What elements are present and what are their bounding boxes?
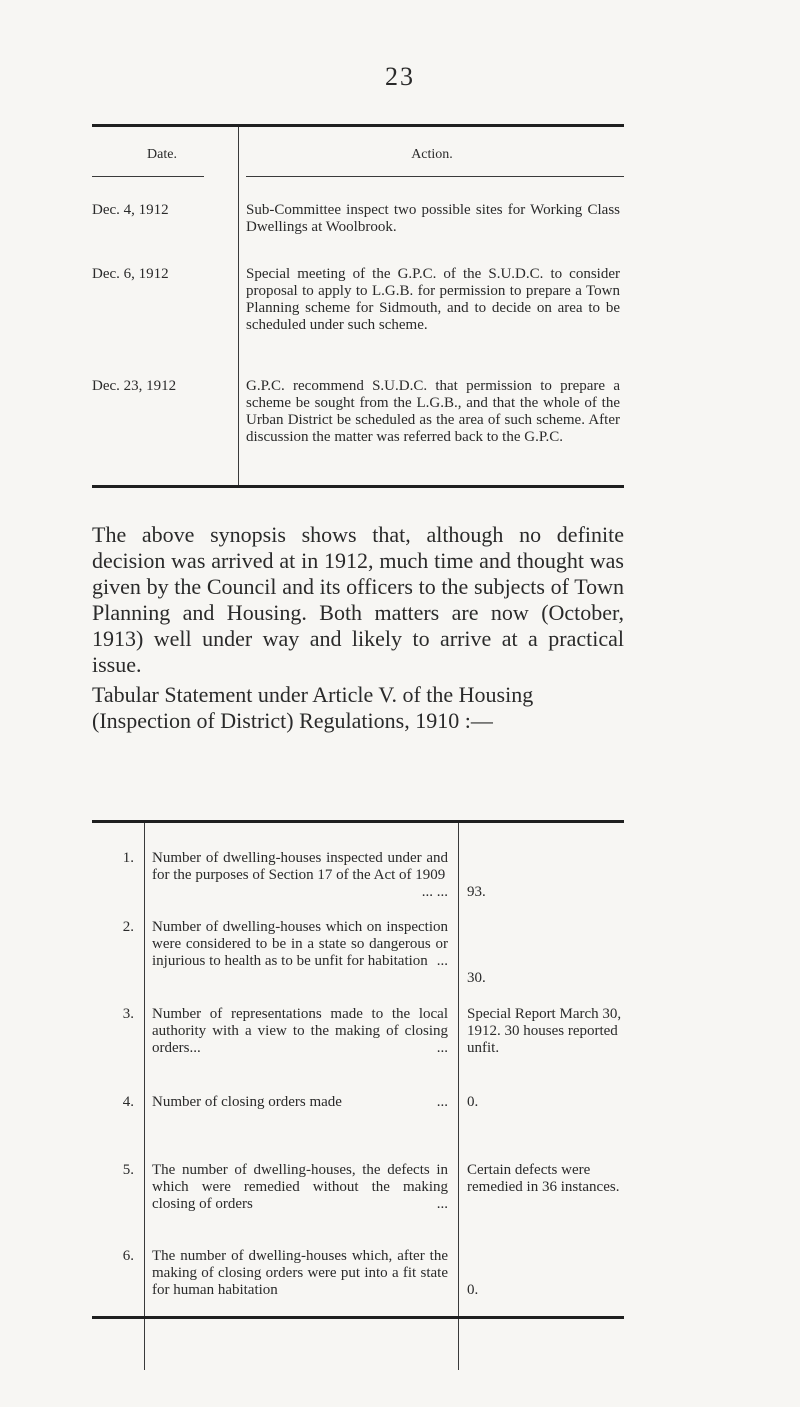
action-column-header: Action. <box>411 147 453 162</box>
row-action: Sub-Committee inspect two possible sites for Working Class Dwellings at Woolbrook. <box>246 202 620 235</box>
column-divider <box>238 127 239 485</box>
row-result: Certain defects were remedied in 36 instances. <box>467 1162 620 1195</box>
leader-dots: ... <box>436 1196 448 1212</box>
row-date: Dec. 6, 1912 <box>92 266 169 282</box>
row-result: 0. <box>467 1282 479 1298</box>
leader-dots: ... ... <box>421 884 448 900</box>
row-date: Dec. 4, 1912 <box>92 202 169 218</box>
row-number: 5. <box>122 1162 134 1178</box>
synopsis-paragraph: The above synopsis shows that, although no definite decision was arrived at in 1912, much time and thought was given by the Council and its officers to the subjects of Town Planning and Housing. Both matters are now (October, 1913) well under way and likely to arrive at a practical issue. <box>92 522 624 677</box>
table-top-rule <box>92 820 624 823</box>
row-number: 3. <box>122 1006 134 1022</box>
column-divider-right <box>458 823 459 1159</box>
row-result: 93. <box>467 884 486 900</box>
table-top-rule <box>92 124 624 127</box>
row-number: 1. <box>122 850 134 866</box>
row-action: Special meeting of the G.P.C. of the S.U.D.C. to consider proposal to apply to L.G.B. for permission to prepare a Town Planning scheme for Sidmouth, and to decide on area to be scheduled under such scheme. <box>246 266 620 333</box>
row-description: The number of dwelling-houses which, after the making of closing orders were put into a fit state for human habitation <box>152 1248 448 1298</box>
column-divider-right <box>458 1159 459 1363</box>
header-rule-action <box>246 176 624 177</box>
row-number: 4. <box>122 1094 134 1110</box>
column-divider-left <box>144 1159 145 1363</box>
row-description: Number of representations made to the local authority with a view to the making of closing orders... ... <box>152 1006 448 1056</box>
leader-dots: ... <box>436 953 448 969</box>
housing-statistics-table-continued <box>92 1162 624 1370</box>
date-column-header: Date. <box>147 147 177 162</box>
housing-statistics-table <box>92 820 624 1162</box>
row-number: 6. <box>122 1248 134 1264</box>
row-number: 2. <box>122 919 134 935</box>
leader-dots: ... <box>436 1094 448 1110</box>
row-result: Special Report March 30, 1912. 30 houses reported unfit. <box>467 1006 622 1056</box>
column-divider-left <box>144 823 145 1159</box>
row-description: Number of dwelling-houses inspected under and for the purposes of Section 17 of the Act of 1909 ... ... <box>152 850 448 900</box>
row-result: 30. <box>467 970 486 986</box>
row-date: Dec. 23, 1912 <box>92 378 177 394</box>
leader-dots: ... <box>436 1040 448 1056</box>
row-action: G.P.C. recommend S.U.D.C. that permission to prepare a scheme be sought from the L.G.B., and that the whole of the Urban District be scheduled as the area of such scheme. After discussion the matter was referred back to the G.P.C. <box>246 378 620 445</box>
row-result: 0. <box>467 1094 479 1110</box>
page-number: 23 <box>385 62 415 91</box>
table-bottom-rule <box>92 485 624 488</box>
header-rule-date <box>92 176 204 177</box>
action-table <box>92 124 624 488</box>
tabular-statement-heading: Tabular Statement under Article V. of the Housing (Inspection of District) Regulations, 1910 :— <box>92 682 534 733</box>
row-description: Number of dwelling-houses which on inspection were considered to be in a state so dangerous or injurious to health as to be unfit for habitation ... <box>152 919 448 969</box>
row-description: Number of closing orders made ... <box>152 1094 448 1110</box>
row-description: The number of dwelling-houses, the defects in which were remedied without the making closing of orders ... <box>152 1162 448 1212</box>
